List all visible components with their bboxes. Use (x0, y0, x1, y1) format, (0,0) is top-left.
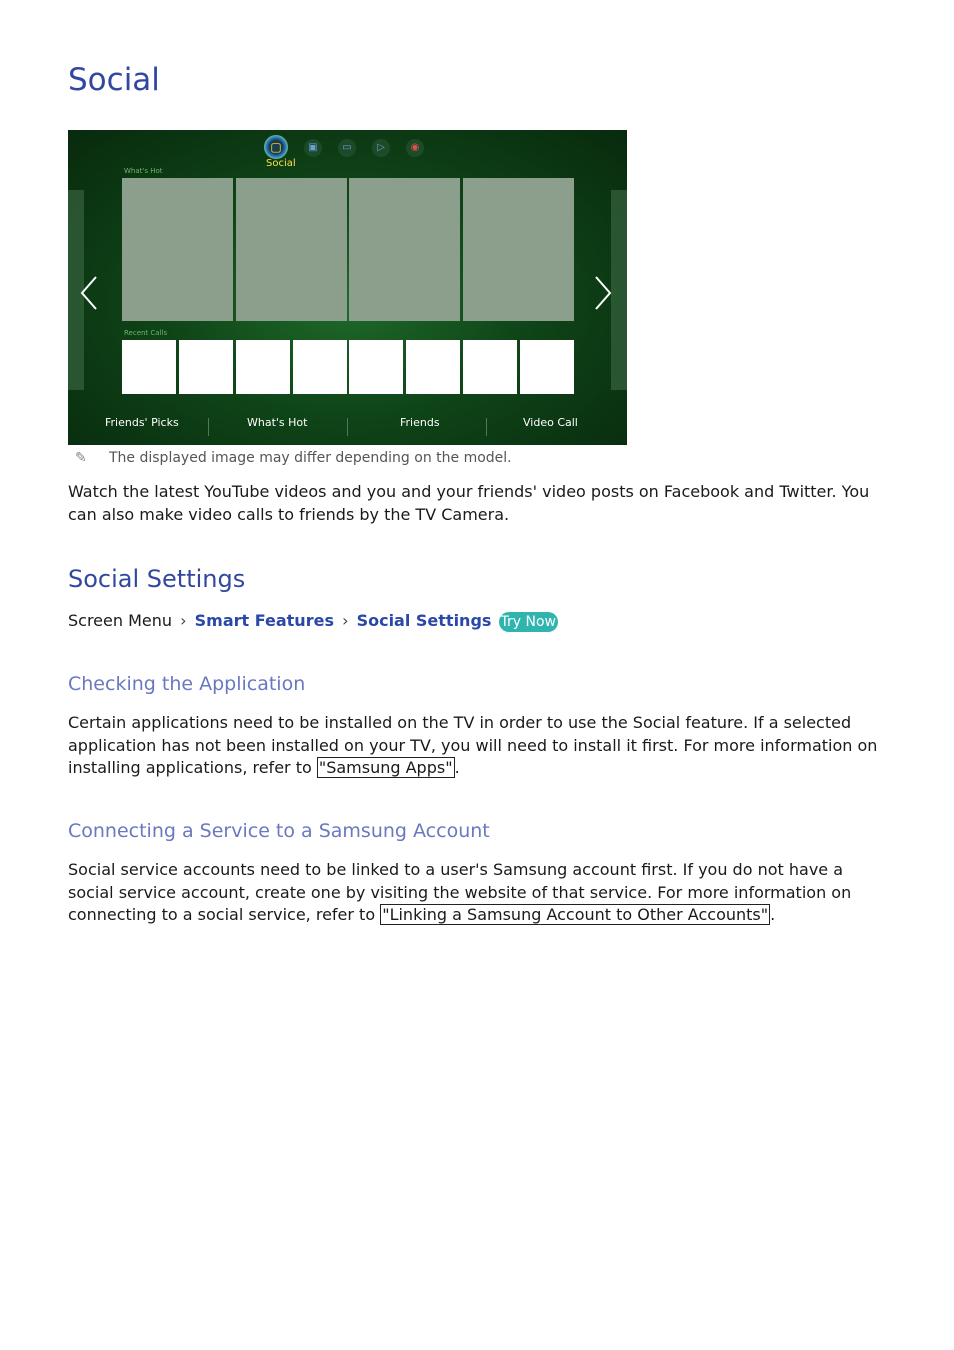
chevron-right-icon: › (180, 611, 187, 630)
connecting-end: . (770, 905, 776, 924)
breadcrumb-root: Screen Menu (68, 611, 173, 630)
active-tab-label: Social (266, 158, 296, 169)
menu-friends-picks[interactable]: Friends' Picks (105, 416, 179, 429)
checking-text: Certain applications need to be installed on the TV in order to use the Social feature. If a selected application has not been installed on your TV, you will need to install it first. For more information on installing applications, refer to (68, 713, 878, 777)
camera-icon[interactable]: ◉ (406, 139, 424, 157)
connecting-text: Social service accounts need to be linked to a user's Samsung account first. If you do not have a social service account, create one by visiting the website of that service. For more information on connecting to a social service, refer to (68, 860, 852, 924)
top-icon-bar (264, 134, 464, 156)
call-tile[interactable] (463, 340, 517, 394)
call-tile[interactable] (406, 340, 460, 394)
right-arrow-icon[interactable] (593, 275, 613, 311)
call-tile[interactable] (179, 340, 233, 394)
breadcrumb (68, 611, 558, 632)
video-tile[interactable] (122, 178, 233, 321)
intro-paragraph: Watch the latest YouTube videos and you and your friends' video posts on Facebook and Twitter. You can also make video calls to friends by the TV Camera. (68, 482, 870, 524)
samsung-apps-link[interactable]: "Samsung Apps" (318, 758, 453, 777)
breadcrumb-smart-features[interactable]: Smart Features (194, 611, 334, 630)
checking-end: . (454, 758, 460, 777)
social-icon[interactable]: ▢ (264, 135, 288, 159)
checking-paragraph (68, 712, 888, 780)
recent-calls-label: Recent Calls (124, 329, 168, 337)
menu-divider (208, 418, 209, 436)
video-tile[interactable] (349, 178, 460, 321)
menu-video-call[interactable]: Video Call (523, 416, 578, 429)
menu-divider (347, 418, 348, 436)
checking-heading: Checking the Application (68, 673, 306, 695)
apps-icon[interactable]: ▣ (304, 139, 322, 157)
right-wall-decoration (611, 190, 627, 390)
video-tile[interactable] (236, 178, 347, 321)
try-now-button[interactable]: Try Now (500, 614, 556, 630)
image-note (75, 450, 512, 466)
call-tile[interactable] (293, 340, 347, 394)
bottom-menu (68, 416, 627, 436)
page-title: Social (68, 62, 160, 98)
tv-icon[interactable]: ▭ (338, 139, 356, 157)
breadcrumb-social-settings[interactable]: Social Settings (356, 611, 492, 630)
call-tile[interactable] (520, 340, 574, 394)
connecting-heading: Connecting a Service to a Samsung Account (68, 820, 490, 842)
pencil-icon: ✎ (75, 450, 87, 466)
section-title: Social Settings (68, 565, 246, 593)
call-tile[interactable] (122, 340, 176, 394)
left-arrow-icon[interactable] (79, 275, 99, 311)
call-tile[interactable] (349, 340, 403, 394)
linking-account-link[interactable]: "Linking a Samsung Account to Other Accounts" (382, 905, 769, 924)
whats-hot-label: What's Hot (124, 167, 163, 175)
chevron-right-icon: › (342, 611, 349, 630)
connecting-paragraph (68, 859, 888, 927)
play-icon[interactable]: ▷ (372, 139, 390, 157)
menu-whats-hot[interactable]: What's Hot (247, 416, 308, 429)
tv-screenshot (68, 130, 627, 445)
menu-divider (486, 418, 487, 436)
call-tile[interactable] (236, 340, 290, 394)
note-text: The displayed image may differ depending on the model. (109, 450, 512, 466)
video-tile[interactable] (463, 178, 574, 321)
menu-friends[interactable]: Friends (400, 416, 440, 429)
